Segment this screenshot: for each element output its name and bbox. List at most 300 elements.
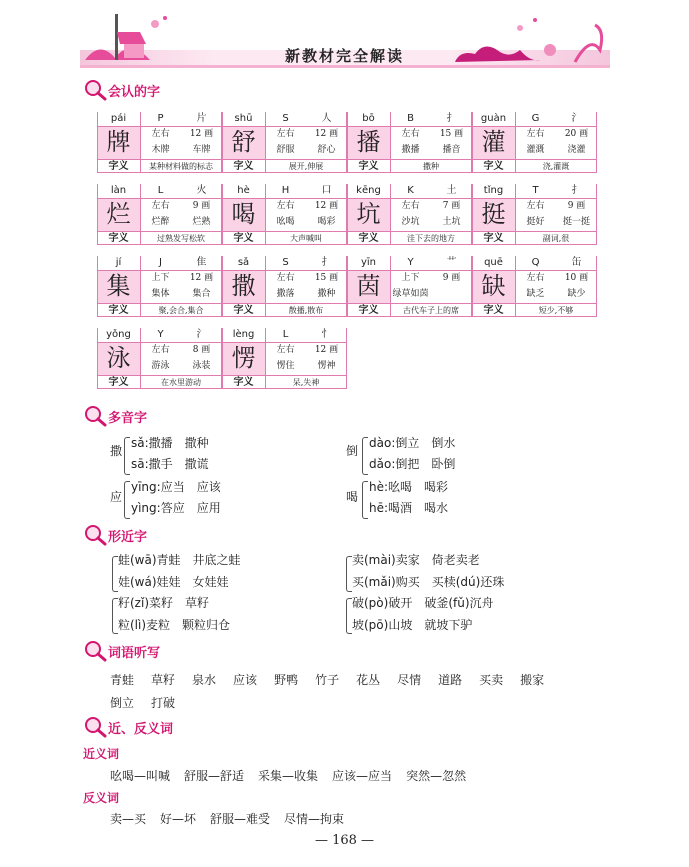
character: 泳 <box>97 342 140 375</box>
initial-letter: B <box>407 113 414 124</box>
stroke-count: 12 画 <box>314 201 339 211</box>
dictation-word: 野鸭 <box>274 673 299 687</box>
meaning-row <box>97 375 222 389</box>
similar-line: 破(pò)破开 破釜(fǔ)沉舟 <box>352 596 494 610</box>
pinyin-row <box>222 256 347 270</box>
brace <box>124 437 130 475</box>
meaning-text: 呆,失神 <box>292 378 320 387</box>
grid-line <box>222 270 347 271</box>
polyphone-line: yìng:答应 应用 <box>131 501 221 515</box>
section-title: 近、反义词 <box>108 721 174 737</box>
pinyin: làn <box>110 185 127 196</box>
radical: 缶 <box>571 257 582 268</box>
radical: 艹 <box>446 257 457 268</box>
example-word: 泳装 <box>192 361 211 371</box>
stroke-count: 7 画 <box>442 201 461 211</box>
grid-line <box>472 112 473 172</box>
radical: 扌 <box>321 257 332 268</box>
stroke-count: 12 画 <box>314 129 339 139</box>
pinyin-row <box>347 112 472 126</box>
example-word: 愣住 <box>276 361 295 371</box>
pinyin: yīn <box>360 257 377 268</box>
pinyin-row <box>97 256 222 270</box>
structure: 左右 <box>526 273 545 283</box>
meaning-label: 字义 <box>233 161 254 172</box>
grid-line <box>390 184 391 244</box>
polyphone-char: 撒 <box>110 444 123 458</box>
pinyin: tǐng <box>483 185 504 196</box>
stroke-count: 10 画 <box>564 273 589 283</box>
grid-line <box>472 126 597 127</box>
grid-line <box>97 328 98 388</box>
stroke-count: 12 画 <box>314 345 339 355</box>
meaning-label: 字义 <box>358 305 379 316</box>
initial-letter: L <box>157 185 164 196</box>
grid-line <box>97 172 222 173</box>
magnifier-icon <box>83 405 107 427</box>
character-card <box>97 184 222 244</box>
grid-line <box>472 244 597 245</box>
meaning-row <box>97 303 222 317</box>
grid-line <box>347 316 472 317</box>
example-word: 浇灌 <box>567 145 586 155</box>
pinyin-row <box>97 184 222 198</box>
character-card <box>97 256 222 316</box>
synonym-pair: 突然—忽然 <box>406 769 467 783</box>
polyphone-line: hē:喝酒 喝水 <box>369 501 449 515</box>
meaning-text: 散播,散布 <box>288 306 324 315</box>
radical: 口 <box>321 185 332 196</box>
radical: 火 <box>196 185 207 196</box>
initial-letter: G <box>531 113 540 124</box>
pinyin-row <box>222 184 347 198</box>
dictation-word: 草籽 <box>151 673 176 687</box>
meaning-text: 大声喊叫 <box>290 234 322 243</box>
grid-line <box>515 112 516 172</box>
grid-line <box>596 184 597 244</box>
meaning-text: 洼下去的地方 <box>407 234 455 243</box>
meaning-text: 短少,不够 <box>538 306 574 315</box>
similar-line: 蛙(wā)青蛙 井底之蛙 <box>118 553 241 567</box>
meaning-row <box>472 231 597 245</box>
stroke-count: 15 画 <box>314 273 339 283</box>
initial-letter: P <box>157 113 164 124</box>
example-word: 喝彩 <box>317 217 336 227</box>
grid-line <box>97 244 222 245</box>
grid-line <box>472 184 473 244</box>
meaning-label: 字义 <box>483 305 504 316</box>
grid-line <box>97 198 222 199</box>
word-row <box>110 694 192 711</box>
brace <box>362 437 368 475</box>
character-card <box>472 256 597 316</box>
pinyin: jí <box>115 257 122 268</box>
example-word: 灌溉 <box>526 145 545 155</box>
similar-line: 坡(pō)山坡 就坡下驴 <box>352 618 473 632</box>
dictation-word: 买卖 <box>479 673 504 687</box>
grid-line <box>222 316 347 317</box>
meaning-label: 字义 <box>483 233 504 244</box>
structure: 左右 <box>526 129 545 139</box>
example-word: 挺一挺 <box>562 217 590 227</box>
structure: 左右 <box>526 201 545 211</box>
grid-line <box>97 316 222 317</box>
brace <box>124 481 130 519</box>
meaning-label: 字义 <box>108 377 129 388</box>
grid-line <box>97 112 98 172</box>
grid-line <box>515 256 516 316</box>
dictation-word: 尽情 <box>397 673 422 687</box>
section-recognize <box>83 79 160 101</box>
page-number: — 168 — <box>314 833 375 848</box>
initial-letter: Q <box>531 257 540 268</box>
grid-line <box>596 112 597 172</box>
antonym-pair: 好—坏 <box>160 812 197 826</box>
character-card <box>222 256 347 316</box>
magnifier-icon <box>83 79 107 101</box>
stroke-count: 12 画 <box>189 129 214 139</box>
grid-line <box>347 270 472 271</box>
grid-line <box>222 342 347 343</box>
polyphone-line: hè:吆喝 喝彩 <box>369 480 449 494</box>
meaning-text: 过熟发写松软 <box>157 234 205 243</box>
word-row <box>110 671 561 688</box>
example-word: 烂熟 <box>192 217 211 227</box>
character-card <box>222 184 347 244</box>
character: 愣 <box>222 342 265 375</box>
grid-line <box>347 172 472 173</box>
character: 茵 <box>347 270 390 303</box>
grid-line <box>97 342 222 343</box>
meaning-row <box>222 375 347 389</box>
structure: 左右 <box>276 273 295 283</box>
polyphone-line: yīng:应当 应该 <box>131 480 221 494</box>
initial-letter: Y <box>157 329 164 340</box>
polyphone-line: dào:倒立 倒水 <box>369 436 456 450</box>
stroke-count: 9 画 <box>442 273 461 283</box>
grid-line <box>472 256 473 316</box>
grid-line <box>347 256 348 316</box>
meaning-label: 字义 <box>108 161 129 172</box>
polyphone-char: 应 <box>110 490 123 504</box>
pinyin-row <box>347 184 472 198</box>
example-word: 撒落 <box>276 289 295 299</box>
grid-line <box>472 270 597 271</box>
similar-line: 买(mǎi)购买 买椟(dú)还珠 <box>352 575 505 589</box>
magnifier-icon <box>83 640 107 662</box>
character: 集 <box>97 270 140 303</box>
grid-line <box>472 172 597 173</box>
pinyin: lèng <box>232 329 255 340</box>
example-word: 车牌 <box>192 145 211 155</box>
character-card <box>347 112 472 172</box>
section-title: 多音字 <box>108 410 148 426</box>
synonym-pair: 采集—收集 <box>258 769 319 783</box>
example-word: 撒播 <box>401 145 420 155</box>
similar-line: 籽(zǐ)菜籽 草籽 <box>118 596 209 610</box>
polyphone-char: 喝 <box>346 490 359 504</box>
example-word: 愣神 <box>317 361 336 371</box>
grid-line <box>97 184 98 244</box>
character: 撒 <box>222 270 265 303</box>
pinyin: shū <box>234 113 253 124</box>
character-card <box>97 328 222 388</box>
radical: 片 <box>196 113 207 124</box>
meaning-text: 撒种 <box>423 162 439 171</box>
example-word: 烂醉 <box>151 217 170 227</box>
initial-letter: Y <box>407 257 414 268</box>
initial-letter: S <box>282 257 289 268</box>
grid-line <box>472 316 597 317</box>
radical: 土 <box>446 185 457 196</box>
polyphone-line: sǎ:撒播 撒种 <box>131 436 209 450</box>
grid-line <box>390 256 391 316</box>
grid-line <box>472 198 597 199</box>
pinyin-row <box>97 112 222 126</box>
initial-letter: L <box>282 329 289 340</box>
dictation-word: 青蛙 <box>110 673 135 687</box>
structure: 左右 <box>276 129 295 139</box>
grid-line <box>222 112 223 172</box>
grid-line <box>140 328 141 388</box>
grid-line <box>596 256 597 316</box>
pinyin-row <box>472 184 597 198</box>
character-card <box>347 256 472 316</box>
grid-line <box>222 198 347 199</box>
brace <box>362 481 368 519</box>
example-word: 吆喝 <box>276 217 295 227</box>
initial-letter: H <box>281 185 290 196</box>
section-syn-ant <box>83 716 173 738</box>
radical: 氵 <box>571 113 582 124</box>
dictation-word: 竹子 <box>315 673 340 687</box>
meaning-row <box>97 231 222 245</box>
grid-line <box>222 184 223 244</box>
antonym-pair: 舒服—难受 <box>210 812 271 826</box>
meaning-text: 古代车子上的席 <box>403 306 459 315</box>
character: 缺 <box>472 270 515 303</box>
grid-line <box>222 126 347 127</box>
pinyin-row <box>347 256 472 270</box>
character: 灌 <box>472 126 515 159</box>
pinyin: quē <box>484 257 503 268</box>
stroke-count: 12 画 <box>189 273 214 283</box>
pinyin: bō <box>362 113 375 124</box>
example-word: 游泳 <box>151 361 170 371</box>
grid-line <box>222 256 223 316</box>
structure: 左右 <box>151 345 170 355</box>
example-word: 缺少 <box>567 289 586 299</box>
synonym-pair: 舒服—舒适 <box>184 769 245 783</box>
grid-line <box>140 184 141 244</box>
meaning-text: 聚,会合,集合 <box>158 306 204 315</box>
magnifier-icon <box>83 524 107 546</box>
meaning-label: 字义 <box>108 305 129 316</box>
synonyms-row <box>110 767 480 784</box>
pinyin: pái <box>110 113 127 124</box>
similar-line: 娃(wá)娃娃 女娃娃 <box>118 575 229 589</box>
grid-line <box>347 244 472 245</box>
grid-line <box>222 328 223 388</box>
radical: 人 <box>321 113 332 124</box>
character-card <box>97 112 222 172</box>
initial-letter: S <box>282 113 289 124</box>
character-card <box>472 184 597 244</box>
initial-letter: T <box>532 185 539 196</box>
character: 播 <box>347 126 390 159</box>
character: 烂 <box>97 198 140 231</box>
radical: 扌 <box>571 185 582 196</box>
structure: 左右 <box>151 201 170 211</box>
page-header-title: 新教材完全解读 <box>284 47 404 65</box>
stroke-count: 20 画 <box>564 129 589 139</box>
radical: 隹 <box>196 257 207 268</box>
dictation-word: 应该 <box>233 673 258 687</box>
meaning-row <box>347 159 472 173</box>
stroke-count: 8 画 <box>192 345 211 355</box>
section-similar <box>83 524 147 546</box>
dictation-word: 打破 <box>151 696 176 710</box>
meaning-row <box>222 231 347 245</box>
example-word: 木牌 <box>151 145 170 155</box>
section-polyphone <box>83 405 147 427</box>
grid-line <box>347 126 472 127</box>
polyphone-char: 倒 <box>346 444 359 458</box>
section-dictation <box>83 640 160 662</box>
example-word: 集合 <box>192 289 211 299</box>
dictation-word: 道路 <box>438 673 463 687</box>
structure: 上下 <box>401 273 420 283</box>
example-word: 挺好 <box>526 217 545 227</box>
example-word: 舒心 <box>317 145 336 155</box>
grid-line <box>222 172 347 173</box>
meaning-row <box>222 303 347 317</box>
radical: 忄 <box>321 329 332 340</box>
pinyin-row <box>222 328 347 342</box>
character: 挺 <box>472 198 515 231</box>
grid-line <box>222 244 347 245</box>
pinyin: sǎ <box>237 257 250 268</box>
meaning-label: 字义 <box>108 233 129 244</box>
meaning-label: 字义 <box>233 377 254 388</box>
grid-line <box>347 184 348 244</box>
character-card <box>222 328 347 388</box>
meaning-label: 字义 <box>233 305 254 316</box>
stroke-count: 9 画 <box>567 201 586 211</box>
structure: 左右 <box>401 201 420 211</box>
grid-line <box>265 184 266 244</box>
meaning-row <box>472 159 597 173</box>
section-title: 形近字 <box>108 529 148 545</box>
synonyms-label: 近义词 <box>83 747 120 761</box>
grid-line <box>265 256 266 316</box>
polyphone-line: sā:撒手 撒谎 <box>131 457 209 471</box>
meaning-label: 字义 <box>233 233 254 244</box>
pinyin-row <box>222 112 347 126</box>
initial-letter: J <box>159 257 162 268</box>
antonym-pair: 卖—买 <box>110 812 147 826</box>
initial-letter: K <box>407 185 414 196</box>
character: 牌 <box>97 126 140 159</box>
magnifier-icon <box>83 716 107 738</box>
meaning-row <box>97 159 222 173</box>
similar-line: 卖(mài)卖家 倚老卖老 <box>352 553 480 567</box>
meaning-label: 字义 <box>358 161 379 172</box>
synonym-pair: 应该—应当 <box>332 769 393 783</box>
grid-line <box>346 328 347 388</box>
antonyms-row <box>110 810 358 827</box>
grid-line <box>140 112 141 172</box>
meaning-label: 字义 <box>483 161 504 172</box>
meaning-row <box>347 303 472 317</box>
grid-line <box>97 388 222 389</box>
grid-line <box>390 112 391 172</box>
radical: 氵 <box>196 329 207 340</box>
example-word: 撒种 <box>317 289 336 299</box>
grid-line <box>347 112 348 172</box>
meaning-text: 某种材料做的标志 <box>149 162 213 171</box>
meaning-text: 副词,很 <box>542 234 570 243</box>
example-word: 播音 <box>442 145 461 155</box>
character: 喝 <box>222 198 265 231</box>
polyphone-line: dǎo:倒把 卧倒 <box>369 457 456 471</box>
pinyin: guàn <box>480 113 507 124</box>
meaning-text: 浇,灌溉 <box>542 162 570 171</box>
grid-line <box>97 126 222 127</box>
meaning-row <box>347 231 472 245</box>
meaning-text: 在水里游动 <box>161 378 201 387</box>
character-card <box>222 112 347 172</box>
pinyin-row <box>472 256 597 270</box>
antonym-pair: 尽情—拘束 <box>284 812 345 826</box>
pinyin: hè <box>237 185 250 196</box>
structure: 上下 <box>151 273 170 283</box>
pinyin-row <box>97 328 222 342</box>
stroke-count: 9 画 <box>192 201 211 211</box>
example-word: 缺乏 <box>526 289 545 299</box>
example-word: 土坑 <box>442 217 461 227</box>
pinyin: yǒng <box>106 329 131 340</box>
example-word: 集体 <box>151 289 170 299</box>
pinyin: kēng <box>356 185 381 196</box>
similar-line: 粒(lì)麦粒 颗粒归仓 <box>118 618 231 632</box>
meaning-label: 字义 <box>358 233 379 244</box>
meaning-row <box>222 159 347 173</box>
example-word: 绿草如茵 <box>392 289 429 299</box>
meaning-row <box>472 303 597 317</box>
structure: 左右 <box>276 345 295 355</box>
character-card <box>347 184 472 244</box>
grid-line <box>97 256 98 316</box>
synonym-pair: 吆喝—叫喊 <box>110 769 171 783</box>
structure: 左右 <box>151 129 170 139</box>
character: 坑 <box>347 198 390 231</box>
grid-line <box>515 184 516 244</box>
meaning-text: 展开,伸展 <box>288 162 324 171</box>
structure: 左右 <box>401 129 420 139</box>
dictation-word: 花丛 <box>356 673 381 687</box>
grid-line <box>347 198 472 199</box>
section-title: 会认的字 <box>108 84 161 100</box>
example-word: 舒服 <box>276 145 295 155</box>
grid-line <box>222 388 347 389</box>
dictation-word: 搬家 <box>520 673 545 687</box>
grid-line <box>140 256 141 316</box>
dictation-word: 泉水 <box>192 673 217 687</box>
stroke-count: 15 画 <box>439 129 464 139</box>
grid-line <box>265 112 266 172</box>
grid-line <box>265 328 266 388</box>
